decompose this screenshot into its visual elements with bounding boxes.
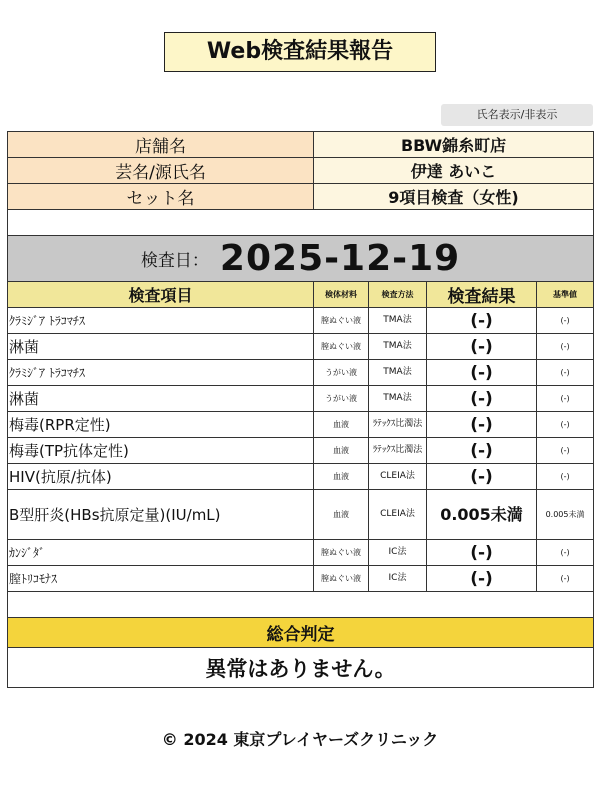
method: CLEIA法: [369, 490, 427, 540]
reference: (-): [537, 386, 594, 412]
test-item: ｸﾗﾐｼﾞｱ ﾄﾗｺﾏﾁｽ: [8, 308, 314, 334]
reference: (-): [537, 438, 594, 464]
table-row: [8, 540, 594, 566]
result: (-): [427, 308, 537, 334]
method: IC法: [369, 566, 427, 592]
result: (-): [427, 412, 537, 438]
store-value: BBW錦糸町店: [314, 132, 594, 158]
judgment-value: 異常はありません。: [8, 648, 594, 688]
table-header: [8, 282, 594, 308]
reference: (-): [537, 334, 594, 360]
test-item: 淋菌: [8, 334, 314, 360]
specimen: うがい液: [314, 360, 369, 386]
test-item: 膣ﾄﾘｺﾓﾅｽ: [8, 566, 314, 592]
method: TMA法: [369, 334, 427, 360]
result: 0.005未満: [427, 490, 537, 540]
date-row: [8, 236, 594, 282]
result: (-): [427, 464, 537, 490]
specimen: 血液: [314, 490, 369, 540]
judgment-header-row: [8, 618, 594, 648]
spacer-row: [8, 210, 594, 236]
result: (-): [427, 334, 537, 360]
result: (-): [427, 438, 537, 464]
test-date-label: 検査日：: [140, 251, 209, 271]
judgment-label: 総合判定: [8, 618, 594, 648]
header-item: 検査項目: [8, 282, 314, 308]
result: (-): [427, 360, 537, 386]
info-row-store: [8, 132, 594, 158]
test-item: 梅毒(RPR定性): [8, 412, 314, 438]
table-row: [8, 386, 594, 412]
method: TMA法: [369, 360, 427, 386]
specimen: 膣ぬぐい液: [314, 308, 369, 334]
specimen: 血液: [314, 412, 369, 438]
reference: (-): [537, 464, 594, 490]
store-label: 店舗名: [8, 132, 314, 158]
specimen: 膣ぬぐい液: [314, 566, 369, 592]
set-name-label: セット名: [8, 184, 314, 210]
header-material: 検体材料: [314, 282, 369, 308]
table-row: [8, 412, 594, 438]
stage-name-label: 芸名/源氏名: [8, 158, 314, 184]
header-standard: 基準値: [537, 282, 594, 308]
specimen: 血液: [314, 464, 369, 490]
method: TMA法: [369, 308, 427, 334]
result: (-): [427, 386, 537, 412]
header-method: 検査方法: [369, 282, 427, 308]
stage-name-value: 伊達 あいこ: [314, 158, 594, 184]
reference: (-): [537, 412, 594, 438]
specimen: 膣ぬぐい液: [314, 334, 369, 360]
header-result: 検査結果: [427, 282, 537, 308]
test-item: 梅毒(TP抗体定性): [8, 438, 314, 464]
table-row: [8, 308, 594, 334]
test-item: ｸﾗﾐｼﾞｱ ﾄﾗｺﾏﾁｽ: [8, 360, 314, 386]
set-name-value: 9項目検査（女性): [314, 184, 594, 210]
method: ﾗﾃｯｸｽ比濁法: [369, 438, 427, 464]
reference: (-): [537, 540, 594, 566]
table-row: [8, 566, 594, 592]
info-row-name: [8, 158, 594, 184]
test-date-value: 2025-12-19: [219, 238, 461, 279]
specimen: 膣ぬぐい液: [314, 540, 369, 566]
reference: (-): [537, 360, 594, 386]
info-row-set: [8, 184, 594, 210]
reference: (-): [537, 308, 594, 334]
test-item: 淋菌: [8, 386, 314, 412]
page-title: Web検査結果報告: [164, 32, 436, 72]
result: (-): [427, 540, 537, 566]
table-row: [8, 464, 594, 490]
name-toggle-button[interactable]: 氏名表示/非表示: [441, 104, 593, 126]
specimen: 血液: [314, 438, 369, 464]
copyright-footer: © 2024 東京プレイヤーズクリニック: [161, 730, 439, 749]
test-item: B型肝炎(HBs抗原定量)(IU/mL): [8, 490, 314, 540]
reference: (-): [537, 566, 594, 592]
test-item: ｶﾝｼﾞﾀﾞ: [8, 540, 314, 566]
table-row: [8, 360, 594, 386]
results-table: [7, 131, 594, 688]
judgment-value-row: [8, 648, 594, 688]
reference: 0.005未満: [537, 490, 594, 540]
method: TMA法: [369, 386, 427, 412]
specimen: うがい液: [314, 386, 369, 412]
table-row: [8, 490, 594, 540]
table-row: [8, 334, 594, 360]
method: ﾗﾃｯｸｽ比濁法: [369, 412, 427, 438]
table-row: [8, 438, 594, 464]
method: CLEIA法: [369, 464, 427, 490]
spacer-row: [8, 592, 594, 618]
method: IC法: [369, 540, 427, 566]
test-item: HIV(抗原/抗体): [8, 464, 314, 490]
result: (-): [427, 566, 537, 592]
